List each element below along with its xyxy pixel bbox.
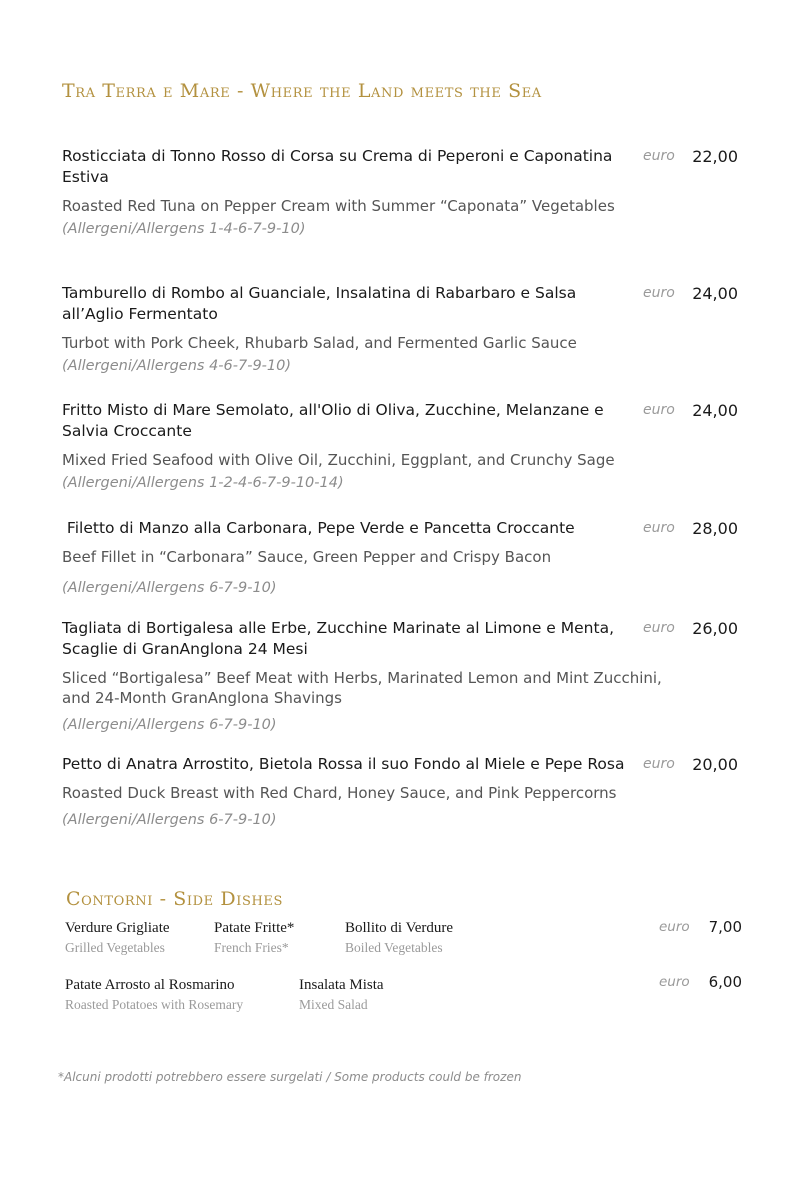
dish-name-italian: Tamburello di Rombo al Guanciale, Insalatina di Rabarbaro e Salsa all’Aglio Fermentato [62,284,577,323]
currency-label: euro [643,756,675,772]
side-name-italian: Bollito di Verdure [345,920,454,936]
currency-label: euro [659,919,690,935]
dish-allergens: (Allergeni/Allergens 1-2-4-6-7-9-10-14) [62,475,344,491]
side-item [65,918,170,958]
side-name-english: Boiled Vegetables [345,940,443,955]
dish-name-italian: Rosticciata di Tonno Rosso di Corsa su Crema di Peperoni e Caponatina Estiva [62,147,613,186]
dish-name-italian: Filetto di Manzo alla Carbonara, Pepe Verde e Pancetta Croccante [62,519,575,537]
side-name-english: Roasted Potatoes with Rosemary [65,997,244,1012]
dish-price: 24,00 [692,401,738,420]
side-item [345,918,453,958]
currency-label: euro [643,148,675,164]
dish-allergens: (Allergeni/Allergens 1-4-6-7-9-10) [62,221,306,237]
footnote: *Alcuni prodotti potrebbero essere surgelati / Some products could be frozen [58,1070,522,1084]
side-name-italian: Patate Arrosto al Rosmarino [65,977,235,993]
dish-allergens: (Allergeni/Allergens 6-7-9-10) [62,812,277,828]
dish-allergens: (Allergeni/Allergens 4-6-7-9-10) [62,358,292,374]
side-name-english: Grilled Vegetables [65,940,165,955]
side-item [214,918,294,958]
currency-label: euro [643,620,675,636]
side-item [65,975,243,1015]
menu-item-tagliata [62,618,762,735]
dish-name-english: Turbot with Pork Cheek, Rhubarb Salad, and Fermented Garlic Sauce [62,334,577,352]
menu-item-duck [62,754,762,830]
currency-label: euro [659,974,690,990]
section-title-land-sea: Tra Terra e Mare - Where the Land meets the Sea [62,80,542,102]
side-price: 7,00 [708,918,742,936]
dish-price: 22,00 [692,147,738,166]
menu-item-turbot [62,283,762,376]
menu-item-beef-fillet [62,518,762,598]
side-name-english: French Fries* [214,940,289,955]
section-title-side-dishes: Contorni - Side Dishes [66,888,284,910]
side-name-italian: Verdure Grigliate [65,920,170,936]
side-price: 6,00 [708,973,742,991]
dish-name-italian: Petto di Anatra Arrostito, Bietola Rossa il suo Fondo al Miele e Pepe Rosa [62,755,625,773]
dish-price: 20,00 [692,755,738,774]
dish-name-english: Beef Fillet in “Carbonara” Sauce, Green Pepper and Crispy Bacon [62,548,552,566]
menu-item-fried-seafood [62,400,762,493]
currency-label: euro [643,285,675,301]
dish-name-english: Roasted Red Tuna on Pepper Cream with Summer “Caponata” Vegetables [62,197,615,215]
dish-price: 28,00 [692,519,738,538]
dish-name-english: Mixed Fried Seafood with Olive Oil, Zucchini, Eggplant, and Crunchy Sage [62,451,615,469]
dish-allergens: (Allergeni/Allergens 6-7-9-10) [62,580,277,596]
dish-name-english: Roasted Duck Breast with Red Chard, Honey Sauce, and Pink Peppercorns [62,784,617,802]
dish-name-italian: Fritto Misto di Mare Semolato, all'Olio di Oliva, Zucchine, Melanzane e Salvia Croccante [62,401,604,440]
dish-price: 24,00 [692,284,738,303]
side-name-italian: Insalata Mista [299,977,384,993]
dish-allergens: (Allergeni/Allergens 6-7-9-10) [62,717,277,733]
currency-label: euro [643,402,675,418]
dish-name-italian: Tagliata di Bortigalesa alle Erbe, Zucchine Marinate al Limone e Menta, Scaglie di GranAnglona 24 Mesi [62,619,615,658]
side-name-italian: Patate Fritte* [214,920,295,936]
side-name-english: Mixed Salad [299,997,368,1012]
currency-label: euro [643,520,675,536]
menu-item-tuna [62,146,762,239]
side-item [299,975,384,1015]
dish-price: 26,00 [692,619,738,638]
dish-name-english: Sliced “Bortigalesa” Beef Meat with Herbs, Marinated Lemon and Mint Zucchini, and 24-Month GranAnglona Shavings [62,669,662,707]
